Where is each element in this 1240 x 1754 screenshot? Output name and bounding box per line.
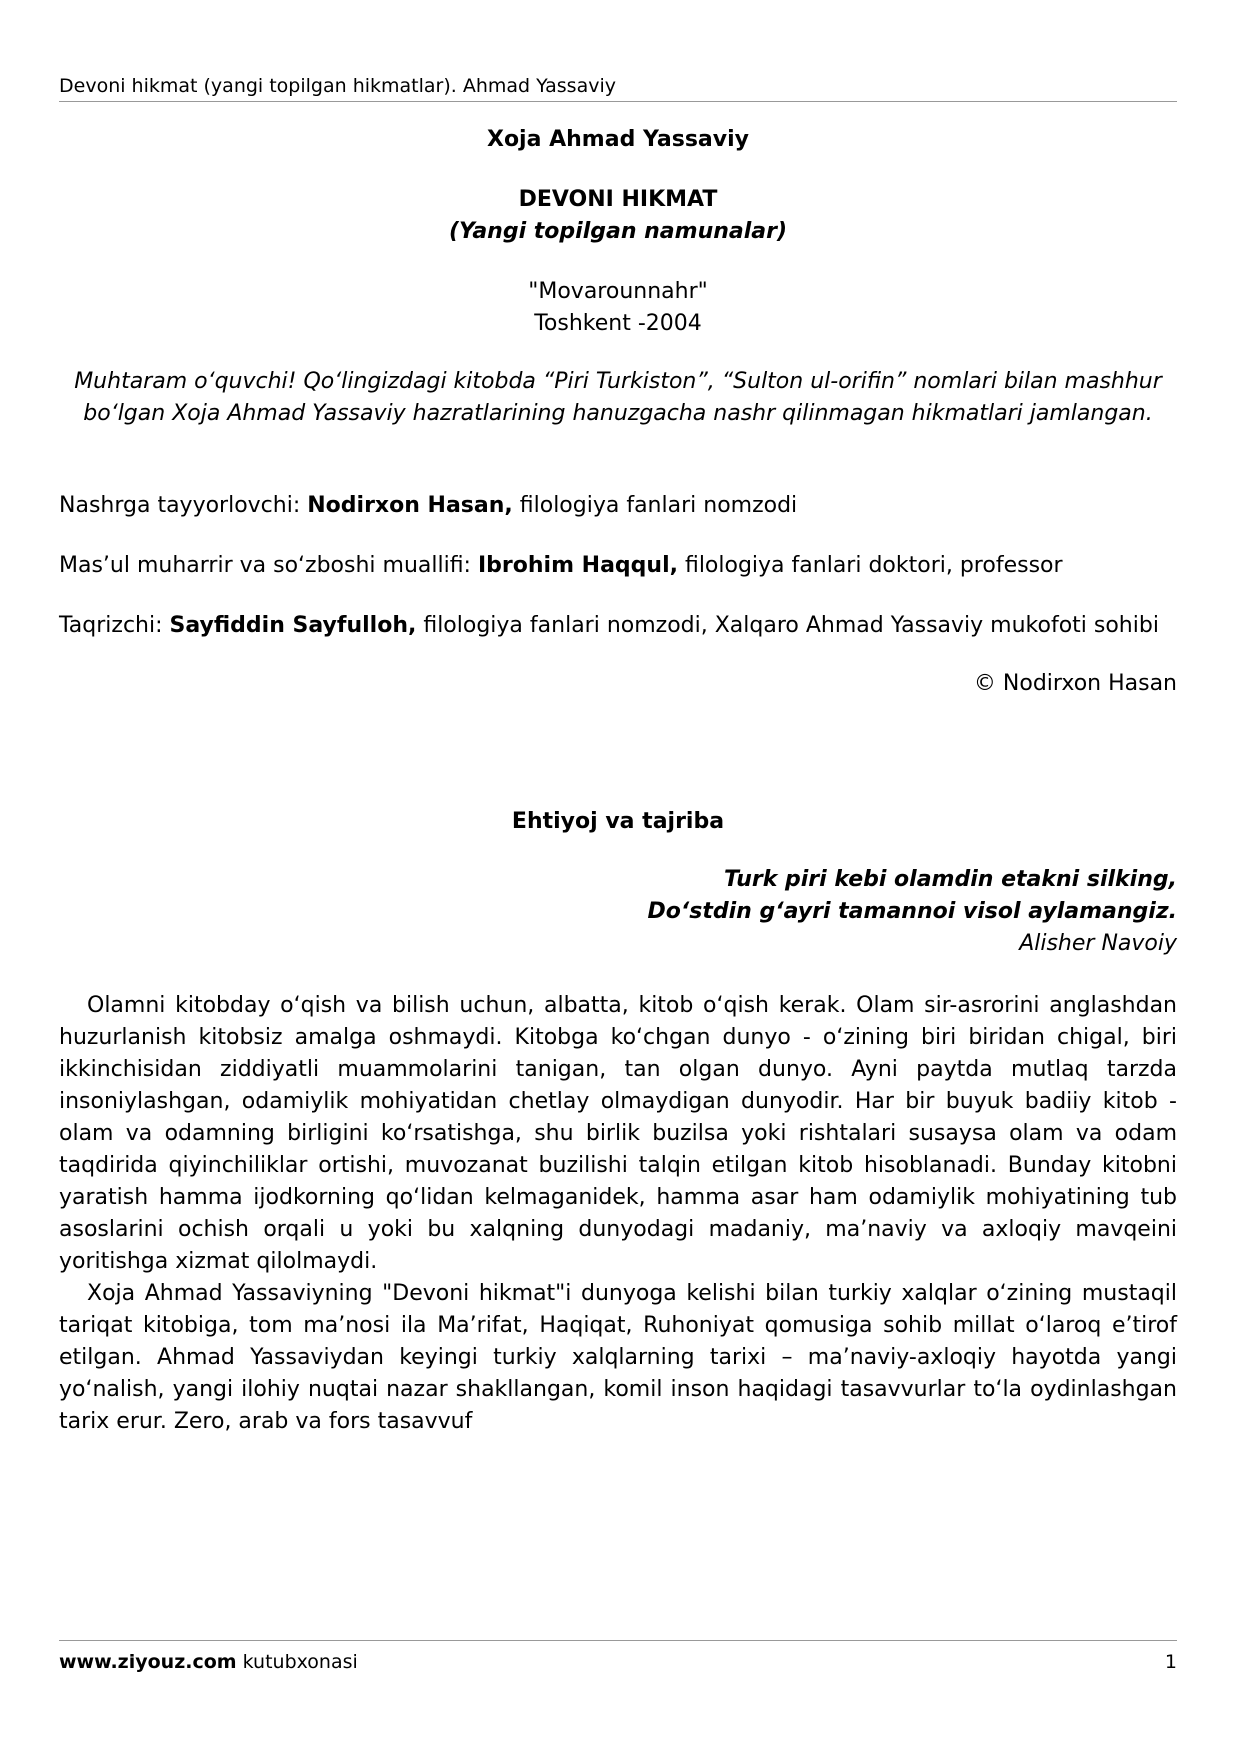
epigraph-line: Turk piri kebi olamdin etakni silking,	[724, 867, 1177, 892]
credit-role: Nashrga tayyorlovchi:	[59, 493, 308, 518]
credit-reviewer	[59, 610, 1177, 642]
credit-role: Mas’ul muharrir va so‘zboshi muallifi:	[59, 553, 478, 578]
credit-detail: filologiya fanlari nomzodi	[512, 493, 798, 518]
body-text	[59, 990, 1177, 1438]
credit-detail: filologiya fanlari nomzodi, Xalqaro Ahmad Yassaviy mukofoti sohibi	[416, 613, 1159, 638]
epigraph	[59, 864, 1177, 960]
place-year: Toshkent -2004	[534, 311, 702, 336]
section-title: Ehtiyoj va tajriba	[511, 809, 725, 834]
credit-person: Nodirxon Hasan,	[307, 493, 513, 518]
credit-detail: filologiya fanlari doktori, professor	[677, 553, 1063, 578]
credit-role: Taqrizchi:	[59, 613, 170, 638]
credits	[59, 490, 1177, 642]
paragraph: Xoja Ahmad Yassaviyning "Devoni hikmat"i dunyoga kelishi bilan turkiy xalqlar o‘zining mustaqil tariqat kitobiga, tom ma’nosi ila Ma’rifat, Haqiqat, Ruhoniyat qomusiga sohib millat o‘laroq e’tirof etilgan. Ahmad Yassaviydan keyingi turkiy xalqlarning tarixi – ma’naviy-axloqiy hayotda yangi yo‘nalish, yangi ilohiy nuqtai nazar shakllangan, komil inson haqidagi tasavvurlar to‘la oydinlashgan tarix erur. Zero, arab va fors tasavvuf	[59, 1281, 1177, 1434]
epigraph-attribution: Alisher Navoiy	[1019, 931, 1177, 956]
credit-responsible-editor	[59, 550, 1177, 582]
paragraph: Olamni kitobday o‘qish va bilish uchun, albatta, kitob o‘qish kerak. Olam sir-asrorini anglashdan huzurlanish kitobsiz amalga oshmaydi. Kitobga ko‘chgan dunyo - o‘zining biri biridan chigal, biri ikkinchisidan ziddiyatli muammolarini tanigan, tan olgan dunyo. Ayni paytda mutlaq tarzda insoniylashgan, odamiylik mohiyatidan chetlay olmaydigan dunyodir. Har bir buyuk badiiy kitob - olam va odamning birligini ko‘rsatishga, shu birlik buzilsa yoki rishtalari susaysa olam va odam taqdirida qiyinchiliklar ortishi, muvozanat buzilishi talqin etilgan kitob hisoblanadi. Bunday kitobni yaratish hamma ijodkorning qo‘lidan kelmaganidek, hamma asar ham odamiylik mohiyatining tub asoslarini ochish orqali u yoki bu xalqning dunyodagi madaniy, ma’naviy va axloqiy mavqeini yoritishga xizmat qilolmaydi.	[59, 993, 1177, 1274]
book-subtitle: (Yangi topilgan namunalar)	[448, 219, 788, 244]
copyright: © Nodirxon Hasan	[973, 671, 1177, 696]
credit-editor	[59, 490, 1177, 522]
page-number: 1	[1164, 1651, 1177, 1673]
running-header: Devoni hikmat (yangi topilgan hikmatlar). Ahmad Yassaviy	[59, 73, 1177, 102]
site-link[interactable]: www.ziyouz.com	[59, 1651, 237, 1673]
footer-source	[59, 1649, 358, 1675]
publisher: "Movarounnahr"	[528, 279, 708, 304]
author-name: Xoja Ahmad Yassaviy	[486, 127, 749, 152]
running-footer	[59, 1640, 1177, 1675]
intro-note: Muhtaram o‘quvchi! Qo‘lingizdagi kitobda “Piri Turkiston”, “Sulton ul-orifin” nomlari bilan mashhur bo‘lgan Xoja Ahmad Yassaviy hazratlarining hanuzgacha nashr qilinmagan hikmatlari jamlangan.	[74, 369, 1162, 426]
credit-person: Ibrohim Haqqul,	[477, 553, 678, 578]
book-title: DEVONI HIKMAT	[518, 187, 718, 212]
library-label: kutubxonasi	[236, 1651, 358, 1673]
credit-person: Sayfiddin Sayfulloh,	[169, 613, 417, 638]
epigraph-line: Do‘stdin g‘ayri tamannoi visol aylamangiz.	[647, 899, 1177, 924]
page-content	[59, 124, 1177, 1438]
